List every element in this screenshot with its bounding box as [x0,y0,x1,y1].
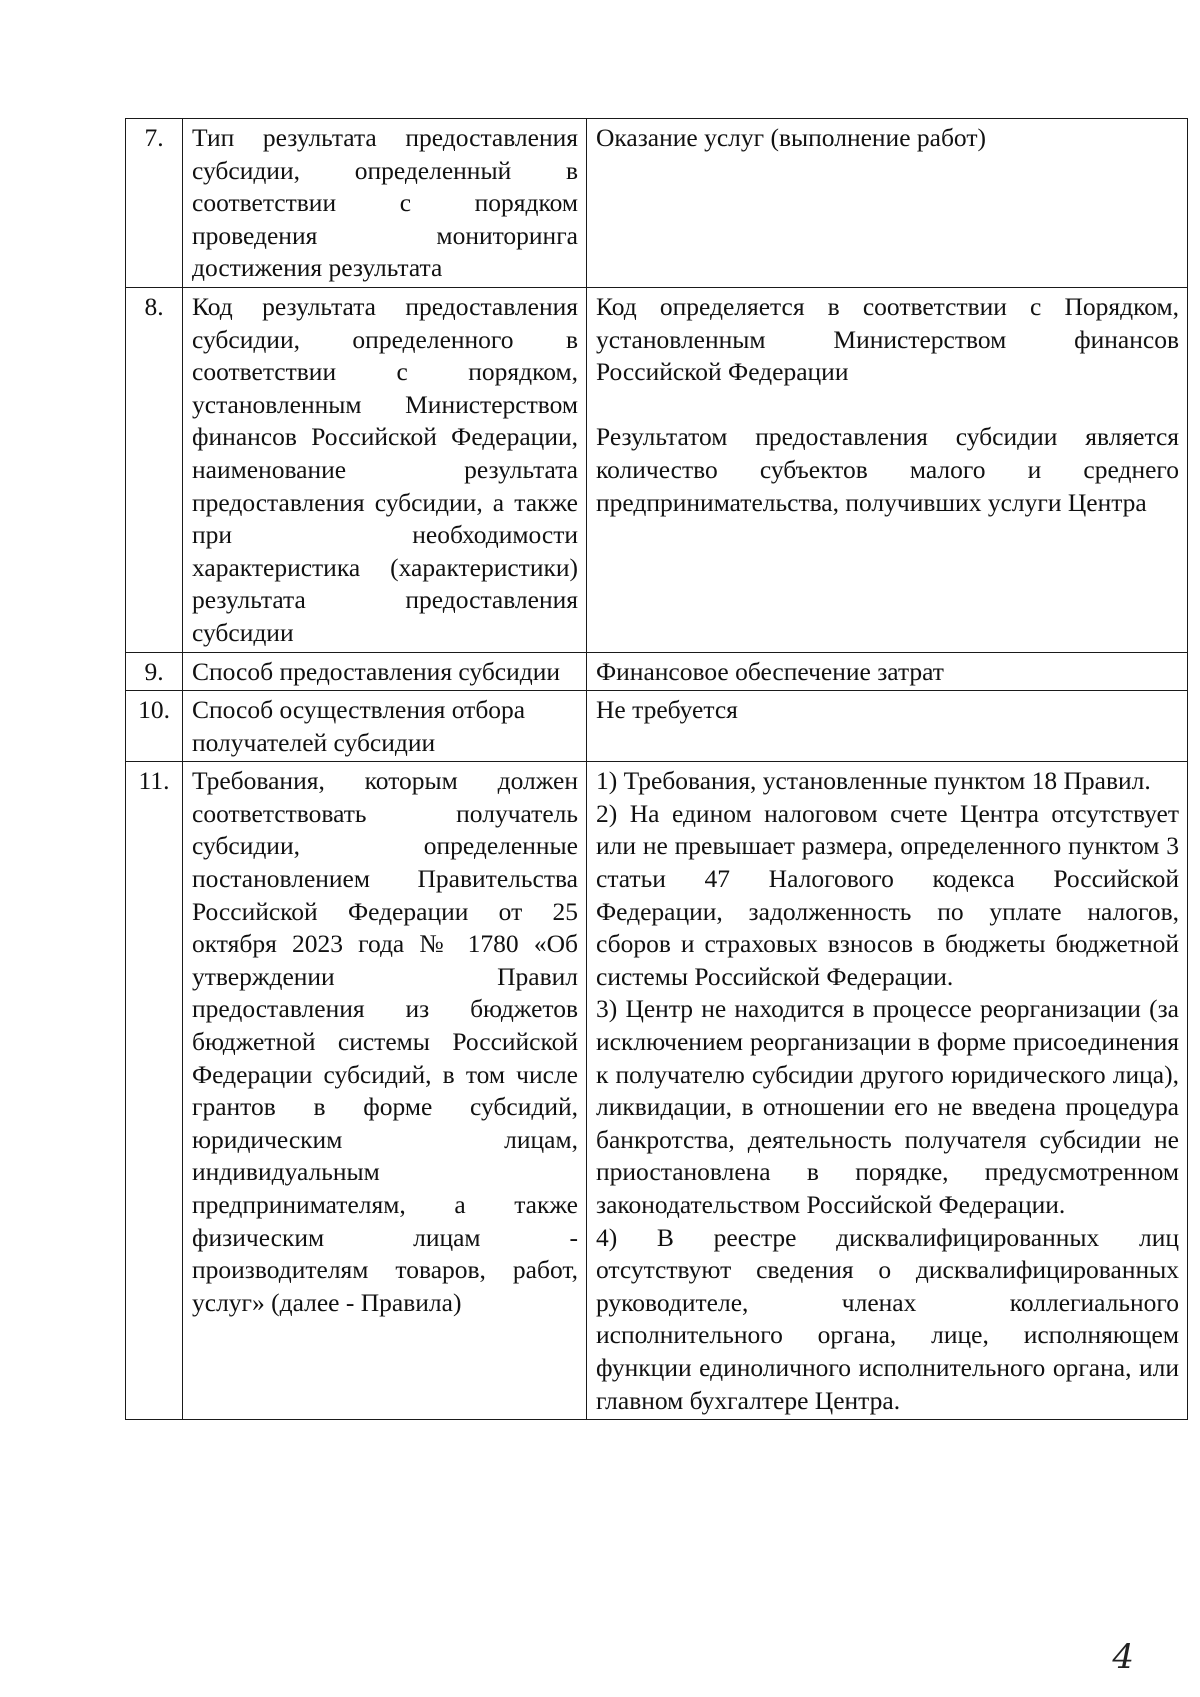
row-parameter-name: Тип результата предоставления субсидии, определенный в соответствии с порядком проведения мониторинга достижения результата [183,119,587,288]
row-parameter-name: Требования, которым должен соответствовать получатель субсидии, определенные постановлением Правительства Российской Федерации от 25 октября 2023 года № 1780 «Об утверждении Правил предоставления из бюджетов бюджетной системы Российской Федерации субсидий, в том числе грантов в форме субсидий, юридическим лицам, индивидуальным предпринимателям, а также физическим лицам - производителям товаров, работ, услуг» (далее - Правила) [183,762,587,1420]
row-parameter-name: Способ предоставления субсидии [183,652,587,691]
row-parameter-value [587,287,1188,652]
table-row [126,652,1188,691]
value-paragraph: Код определяется в соответствии с Порядком, установленным Министерством финансов Российской Федерации [596,291,1179,387]
table-row [126,762,1188,1420]
requirement-item: 3) Центр не находится в процессе реорганизации (за исключением реорганизации в форме присоединения к получателю субсидии другого юридического лица), ликвидации, в отношении его не введена процедура банкротства, деятельность получателя субсидии не приостановлена в порядке, предусмотренном законодательством Российской Федерации. [596,994,1179,1219]
row-number: 9. [126,652,183,691]
row-parameter-value [587,119,1188,288]
row-parameter-name: Способ осуществления отбора получателей субсидии [183,691,587,762]
row-parameter-value [587,762,1188,1420]
row-parameter-value [587,652,1188,691]
row-number: 11. [126,762,183,1420]
value-paragraph: Финансовое обеспечение затрат [596,656,944,686]
page-number: 4 [1112,1637,1134,1677]
document-table [125,118,1188,1420]
value-paragraph: Не требуется [596,695,738,725]
row-number: 10. [126,691,183,762]
requirement-item: 4) В реестре дисквалифицированных лиц отсутствуют сведения о дисквалифицированных руководителе, членах коллегиального исполнительного органа, лице, исполняющем функции единоличного исполнительного органа, или главном бухгалтере Центра. [596,1222,1179,1415]
row-parameter-value [587,691,1188,762]
row-parameter-name: Код результата предоставления субсидии, определенного в соответствии с порядком, установленным Министерством финансов Российской Федерации, наименование результата предоставления субсидии, а также при необходимости характеристика (характеристики) результата предоставления субсидии [183,287,587,652]
requirement-item: 1) Требования, установленные пунктом 18 Правил. [596,766,1151,796]
row-number: 7. [126,119,183,288]
value-paragraph: Результатом предоставления субсидии является количество субъектов малого и среднего предпринимательства, получивших услуги Центра [596,422,1179,517]
row-number: 8. [126,287,183,652]
requirement-item: 2) На едином налоговом счете Центра отсутствует или не превышает размера, определенного пунктом 3 статьи 47 Налогового кодекса Российской Федерации, задолженность по уплате налогов, сборов и страховых взносов в бюджеты бюджетной системы Российской Федерации. [596,798,1179,991]
table-row [126,287,1188,652]
table-row [126,119,1188,288]
paragraph-spacer [596,389,1179,422]
value-paragraph: Оказание услуг (выполнение работ) [596,123,986,152]
table-row [126,691,1188,762]
